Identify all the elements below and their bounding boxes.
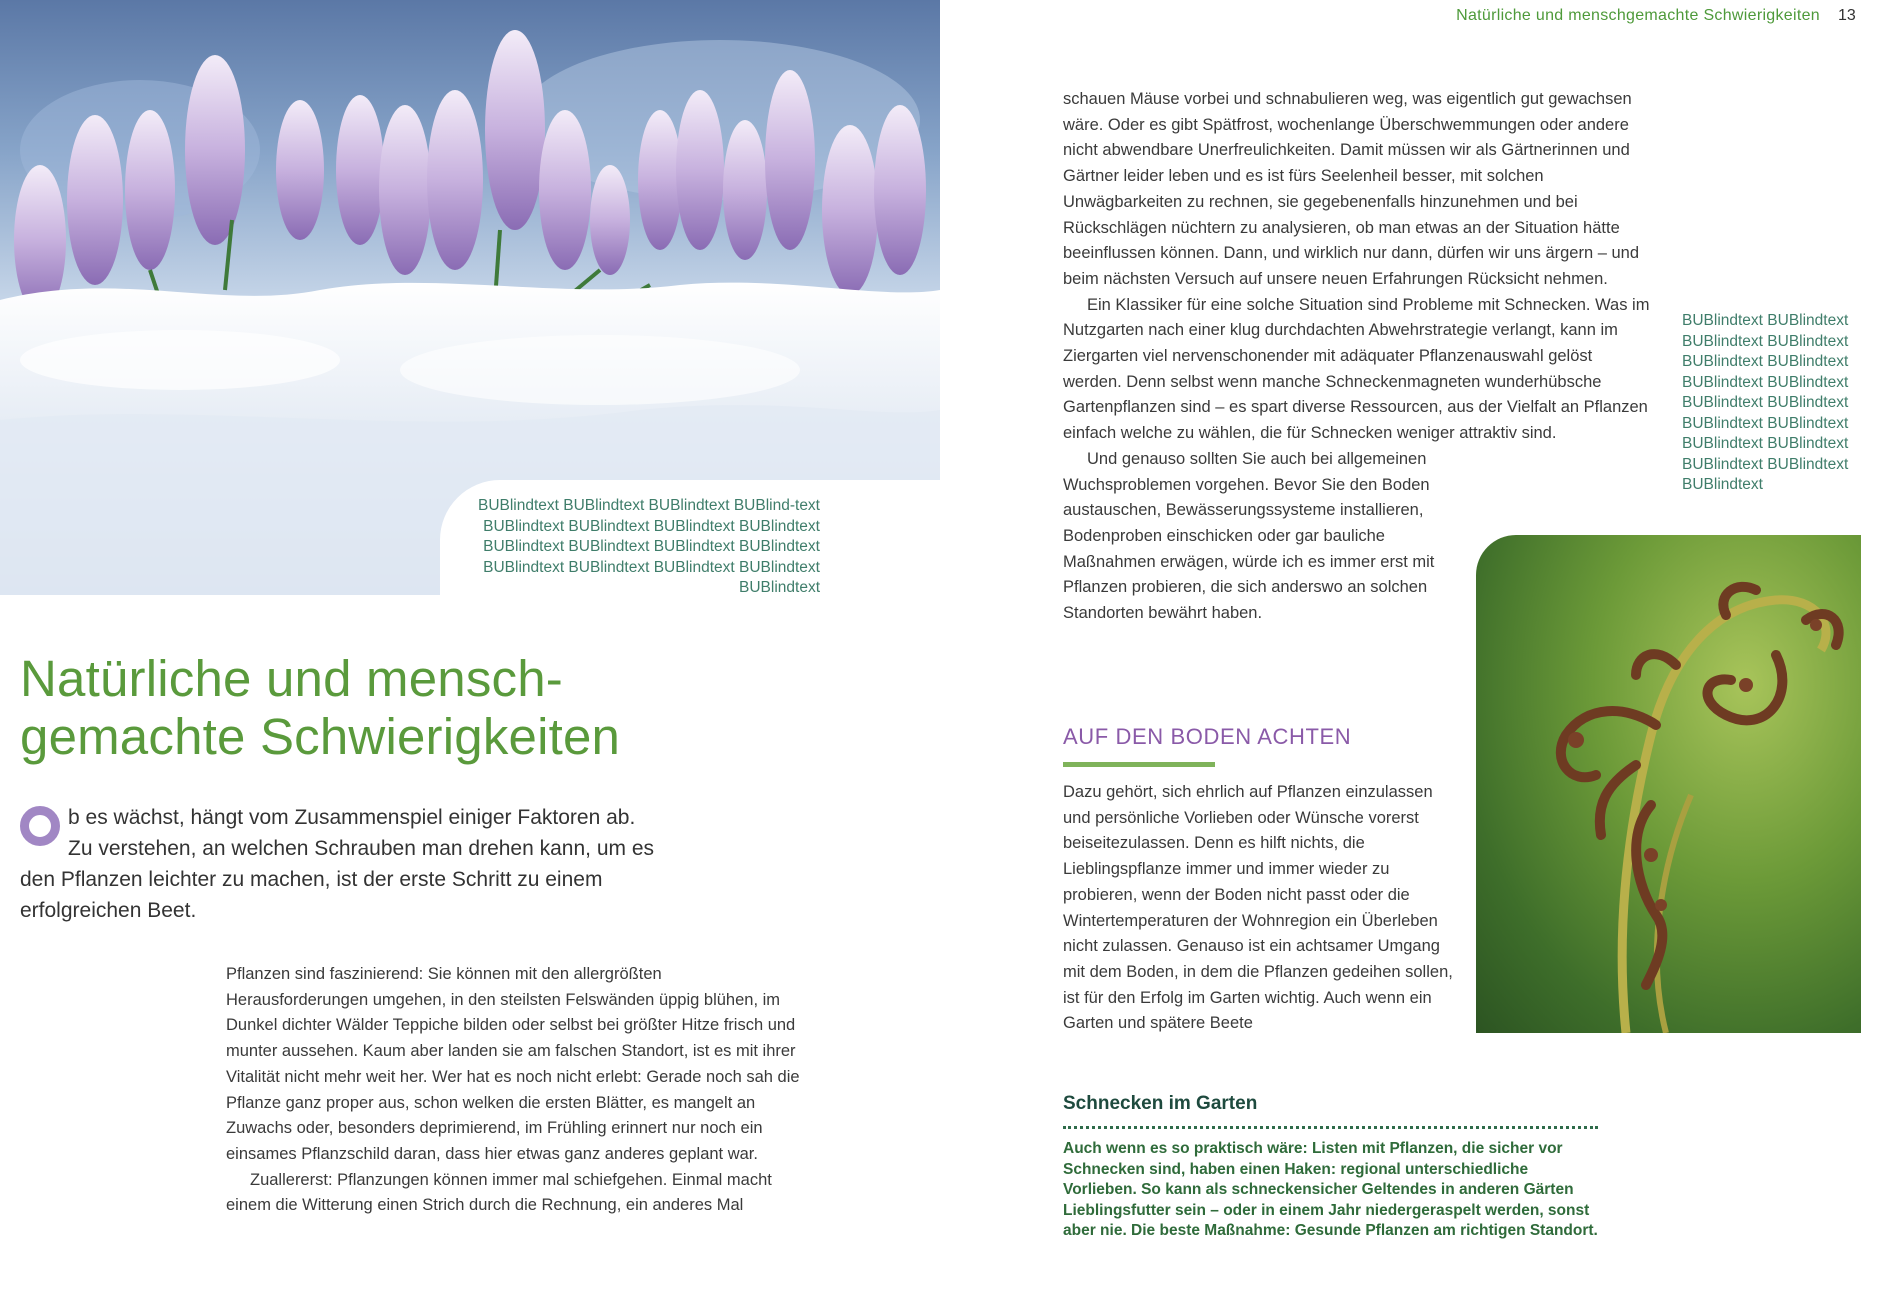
page-number: 13 bbox=[1838, 7, 1856, 24]
info-box-text: Auch wenn es so praktisch wäre: Listen mit Pflanzen, die sicher vor Schnecken sind, haben einen Haken: regional unterschiedliche Vorlieben. So kann als schneckensicher Geltendes in anderen Gärten Lieblingsfutter sein – oder in einem Jahr niedergeraspelt werden, sonst aber nie. Die beste Maßnahme: Gesunde Pflanzen am richtigen Standort. bbox=[1063, 1140, 1598, 1239]
body-paragraph: Dazu gehört, sich ehrlich auf Pflanzen einzulassen und persönliche Vorlieben oder Wünsche vorerst beiseitezulassen. Denn es hilft nichts, die Lieblingspflanze immer und immer wieder zu probieren, wenn der Boden nicht passt oder die Wintertemperaturen der Wohnregion ein Überleben nicht zulassen. Genauso ist ein achtsamer Umgang mit dem Boden, in dem die Pflanzen gedeihen sollen, ist für den Erfolg im Garten wichtig. Auch wenn ein Garten und spätere Beete bbox=[1063, 783, 1453, 1033]
body-paragraph: Pflanzen sind faszinierend: Sie können mit den allergrößten Herausforderungen umgehen, in den steilsten Felswänden üppig blühen, im Dunkel dichter Wälder Teppiche bilden oder selbst bei größter Hitze frisch und munter aussehen. Kaum aber landen sie am falschen Standort, ist es mit ihrer Vitalität nicht mehr weit her. Wer hat es noch nicht erlebt: Gerade noch sah die Pflanze ganz proper aus, schon welken die ersten Blätter, es mangelt an Zuwachs oder, besonders deprimierend, im Frühling erinnert nur noch ein einsames Pflanzschild daran, dass hier etwas ganz anderes geplant war. bbox=[226, 965, 800, 1163]
body-paragraph: Ein Klassiker für eine solche Situation sind Probleme mit Schnecken. Was im Nutzgarten nach einer klug durchdachten Abwehrstrategie verlangt, kann im Ziergarten viel nervenschonender mit adäquater Pflanzenauswahl gelöst werden. Denn selbst wenn manche Schneckenmagneten wunderhübsche Gartenpflanzen sind – es spart diverse Ressourcen, aus der Vielfalt an Pflanzen einfach welche zu wählen, die für Schnecken weniger attraktiv sind. bbox=[1063, 295, 1650, 443]
body-paragraph: Zuallererst: Pflanzungen können immer mal schiefgehen. Einmal macht einem die Witterung einen Strich durch die Rechnung, ein anderes Mal bbox=[226, 1170, 772, 1215]
intro-paragraph bbox=[20, 802, 660, 926]
subheading-underline bbox=[1063, 762, 1215, 767]
section-subheading: AUF DEN BODEN ACHTEN bbox=[1063, 724, 1352, 749]
margin-note: BUBlindtext BUBlindtext BUBlindtext BUBlindtext BUBlindtext BUBlindtext BUBlindtext BUBlindtext BUBlindtext BUBlindtext BUBlindtext BUBlindtext BUBlindtext BUBlindtext BUBlindtext BUBlindtext BUBlindtext bbox=[1682, 312, 1849, 493]
photo-caption: BUBlindtext BUBlindtext BUBlindtext BUBlind-text BUBlindtext BUBlindtext BUBlindtext BUBlindtext BUBlindtext BUBlindtext BUBlindtext BUBlindtext BUBlindtext BUBlindtext BUBlindtext BUBlindtext BUBlindtext bbox=[477, 497, 820, 596]
info-box-title: Schnecken im Garten bbox=[1063, 1093, 1258, 1114]
fern-illustration bbox=[1476, 535, 1861, 1033]
drop-cap-initial bbox=[20, 806, 60, 846]
chapter-title: Natürliche und mensch-gemachte Schwierigkeiten bbox=[20, 650, 621, 765]
info-box-divider bbox=[1063, 1126, 1598, 1129]
left-body-column bbox=[226, 962, 806, 1219]
running-head: Natürliche und menschgemachte Schwierigkeiten bbox=[1456, 7, 1820, 24]
body-paragraph: Und genauso sollten Sie auch bei allgemeinen Wuchsproblemen vorgehen. Bevor Sie den Boden austauschen, Bewässerungssysteme installieren, Bodenproben einschicken oder gar bauliche Maßnahmen erwägen, würde ich es immer erst mit Pflanzen probieren, die sich anderswo an solchen Standorten bewährt haben. bbox=[1063, 449, 1435, 623]
fern-photo bbox=[1476, 535, 1861, 1033]
intro-text: b es wächst, hängt vom Zusammenspiel einiger Faktoren ab. Zu verstehen, an welchen Schrauben man drehen kann, um es den Pflanzen leichter zu machen, ist der erste Schritt zu einem erfolgreichen Beet. bbox=[20, 806, 655, 922]
body-paragraph: schauen Mäuse vorbei und schnabulieren weg, was eigentlich gut gewachsen wäre. Oder es gibt Spätfrost, wochenlange Überschwemmungen oder andere nicht abwendbare Unerfreulichkeiten. Damit müssen wir als Gärtnerinnen und Gärtner leider leben und es ist fürs Seelenheil besser, mit solchen Unwägbarkeiten zu rechnen, sie gegebenenfalls hinzunehmen und bei Rückschlägen nüchtern zu analysieren, ob man etwas an der Situation hätte beeinflussen können. Dann, und wirklich nur dann, dürfen wir uns ärgern – und beim nächsten Versuch auf unsere neuen Erfahrungen Rücksicht nehmen. bbox=[1063, 90, 1640, 288]
section-body bbox=[1063, 780, 1458, 1037]
